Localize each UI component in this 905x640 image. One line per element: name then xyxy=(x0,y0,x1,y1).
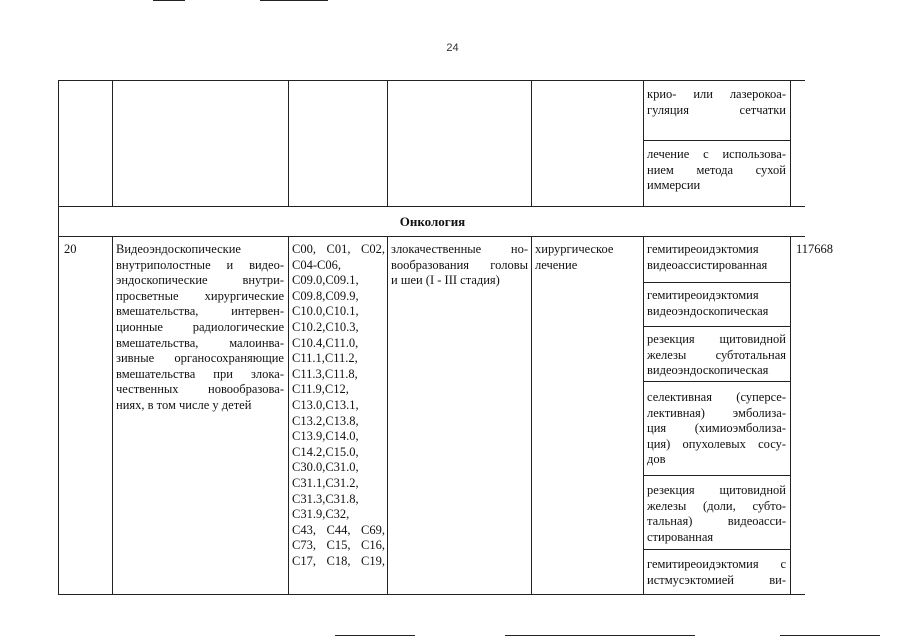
text-line: гемитиреоидэктомия с xyxy=(647,557,786,571)
treatment-type xyxy=(535,242,640,273)
section-bottom-border xyxy=(58,236,805,237)
icd-line: C13.9,C14.0, xyxy=(292,429,359,444)
text-line: Видеоэндоскопические xyxy=(116,242,241,256)
text-line: вмешательства, интервен- xyxy=(116,304,284,319)
icd-line: C30.0,C31.0, xyxy=(292,460,359,475)
column-divider xyxy=(112,236,113,594)
text-line: ниях, в том числе у детей xyxy=(116,397,252,412)
text-line: внутриполостные и видео- xyxy=(116,257,284,272)
table-top-border xyxy=(58,80,805,81)
column-divider xyxy=(288,80,289,206)
text-line: видеоэндоскопическая xyxy=(647,363,769,378)
icd-line: C10.2,C10.3, xyxy=(292,319,359,334)
icd-line: C11.1,C11.2, xyxy=(292,351,358,366)
text-line: эндоскопические внутри- xyxy=(116,273,284,288)
method-cell: крио- или лазерокоа-гуляция сетчатки xyxy=(647,87,786,117)
method-divider xyxy=(643,381,790,382)
method-divider xyxy=(643,549,790,550)
column-divider xyxy=(790,80,791,206)
method-cell xyxy=(647,332,786,379)
scan-mark xyxy=(505,635,695,636)
icd-line: C10.0,C10.1, xyxy=(292,304,359,319)
method-cell: лечение с использова-нием метода сухой иммерсии xyxy=(647,147,786,193)
icd-line: C13.0,C13.1, xyxy=(292,397,359,412)
text-line: истмусэктомией ви- xyxy=(647,572,786,587)
icd-line: C17, C18, C19, xyxy=(292,553,385,568)
icd-line: C11.9,C12, xyxy=(292,382,349,397)
row-number: 20 xyxy=(64,242,77,256)
scan-mark xyxy=(153,0,185,1)
column-divider xyxy=(387,80,388,206)
text-line: лечение xyxy=(535,257,578,272)
method-divider xyxy=(643,475,790,476)
text-line: лективная) эмболиза- xyxy=(647,405,786,420)
icd-line: C31.9,C32, xyxy=(292,507,350,522)
icd-line: C13.2,C13.8, xyxy=(292,413,359,428)
section-top-border xyxy=(58,206,805,207)
intervention-name xyxy=(116,242,284,414)
column-divider xyxy=(643,80,644,206)
column-divider xyxy=(531,80,532,206)
icd-line: C14.2,C15.0, xyxy=(292,444,359,459)
text-line: железы (доли, субто- xyxy=(647,498,786,513)
icd-line: C00, C01, C02, xyxy=(292,242,385,256)
text-line: ционные радиологические xyxy=(116,319,284,334)
text-line: видеоассистированная xyxy=(647,257,768,272)
icd-line: C73, C15, C16, xyxy=(292,538,385,553)
text-line: гемитиреоидэктомия xyxy=(647,242,759,256)
table-bottom-border xyxy=(58,594,805,595)
icd-line: C31.1,C31.2, xyxy=(292,475,359,490)
text-line: тальная) видеоасси- xyxy=(647,514,786,529)
text-line: стированная xyxy=(647,529,714,544)
icd-line: C11.3,C11.8, xyxy=(292,366,358,381)
icd-line: C43, C44, C69, xyxy=(292,522,385,537)
text-line: зивные органосохраняющие xyxy=(116,351,284,366)
text-line: резекция щитовидной xyxy=(647,483,786,497)
text-line: дов xyxy=(647,452,666,467)
method-cell xyxy=(647,242,786,273)
icd-line: C09.8,C09.9, xyxy=(292,288,359,303)
section-title: Онкология xyxy=(399,214,466,229)
method-divider xyxy=(643,140,790,141)
page-number: 24 xyxy=(446,42,459,54)
column-divider xyxy=(387,236,388,594)
method-cell xyxy=(647,483,786,545)
scan-mark xyxy=(335,635,415,636)
text-line: чественных новообразова- xyxy=(116,382,284,397)
text-line: селективная (суперсе- xyxy=(647,390,786,404)
icd-line: C04-C06, xyxy=(292,257,341,272)
text-line: вмешательства при злока- xyxy=(116,366,284,381)
scan-mark xyxy=(780,635,880,636)
icd-line: C10.4,C11.0, xyxy=(292,335,359,350)
text-line: железы субтотальная xyxy=(647,347,786,362)
patient-model xyxy=(391,242,528,289)
text-line: видеоэндоскопическая xyxy=(647,303,769,318)
column-divider xyxy=(112,80,113,206)
text-line: просветные хирургические xyxy=(116,288,284,303)
method-cell xyxy=(647,390,786,468)
text-line: ция (химиоэмболиза- xyxy=(647,421,786,436)
column-divider xyxy=(288,236,289,594)
text-line: злокачественные но- xyxy=(391,242,528,256)
text-line: ция) опухолевых сосу- xyxy=(647,436,786,451)
scan-mark xyxy=(260,0,328,1)
table-left-border xyxy=(58,80,59,594)
text-line: гемитиреоидэктомия xyxy=(647,288,759,302)
text-line: вмешательства, малоинва- xyxy=(116,335,284,350)
cost-value: 117668 xyxy=(796,242,834,256)
icd-codes xyxy=(292,242,385,569)
method-cell xyxy=(647,557,786,588)
text-line: вообразования головы xyxy=(391,257,528,272)
text-line: и шеи (I - III стадия) xyxy=(391,273,500,288)
column-divider xyxy=(531,236,532,594)
icd-line: C31.3,C31.8, xyxy=(292,491,359,506)
method-divider xyxy=(643,326,790,327)
column-divider xyxy=(643,236,644,594)
text-line: резекция щитовидной xyxy=(647,332,786,346)
column-divider xyxy=(790,236,791,594)
icd-line: C09.0,C09.1, xyxy=(292,273,359,288)
text-line: хирургическое xyxy=(535,242,614,256)
method-cell xyxy=(647,288,786,319)
method-divider xyxy=(643,282,790,283)
